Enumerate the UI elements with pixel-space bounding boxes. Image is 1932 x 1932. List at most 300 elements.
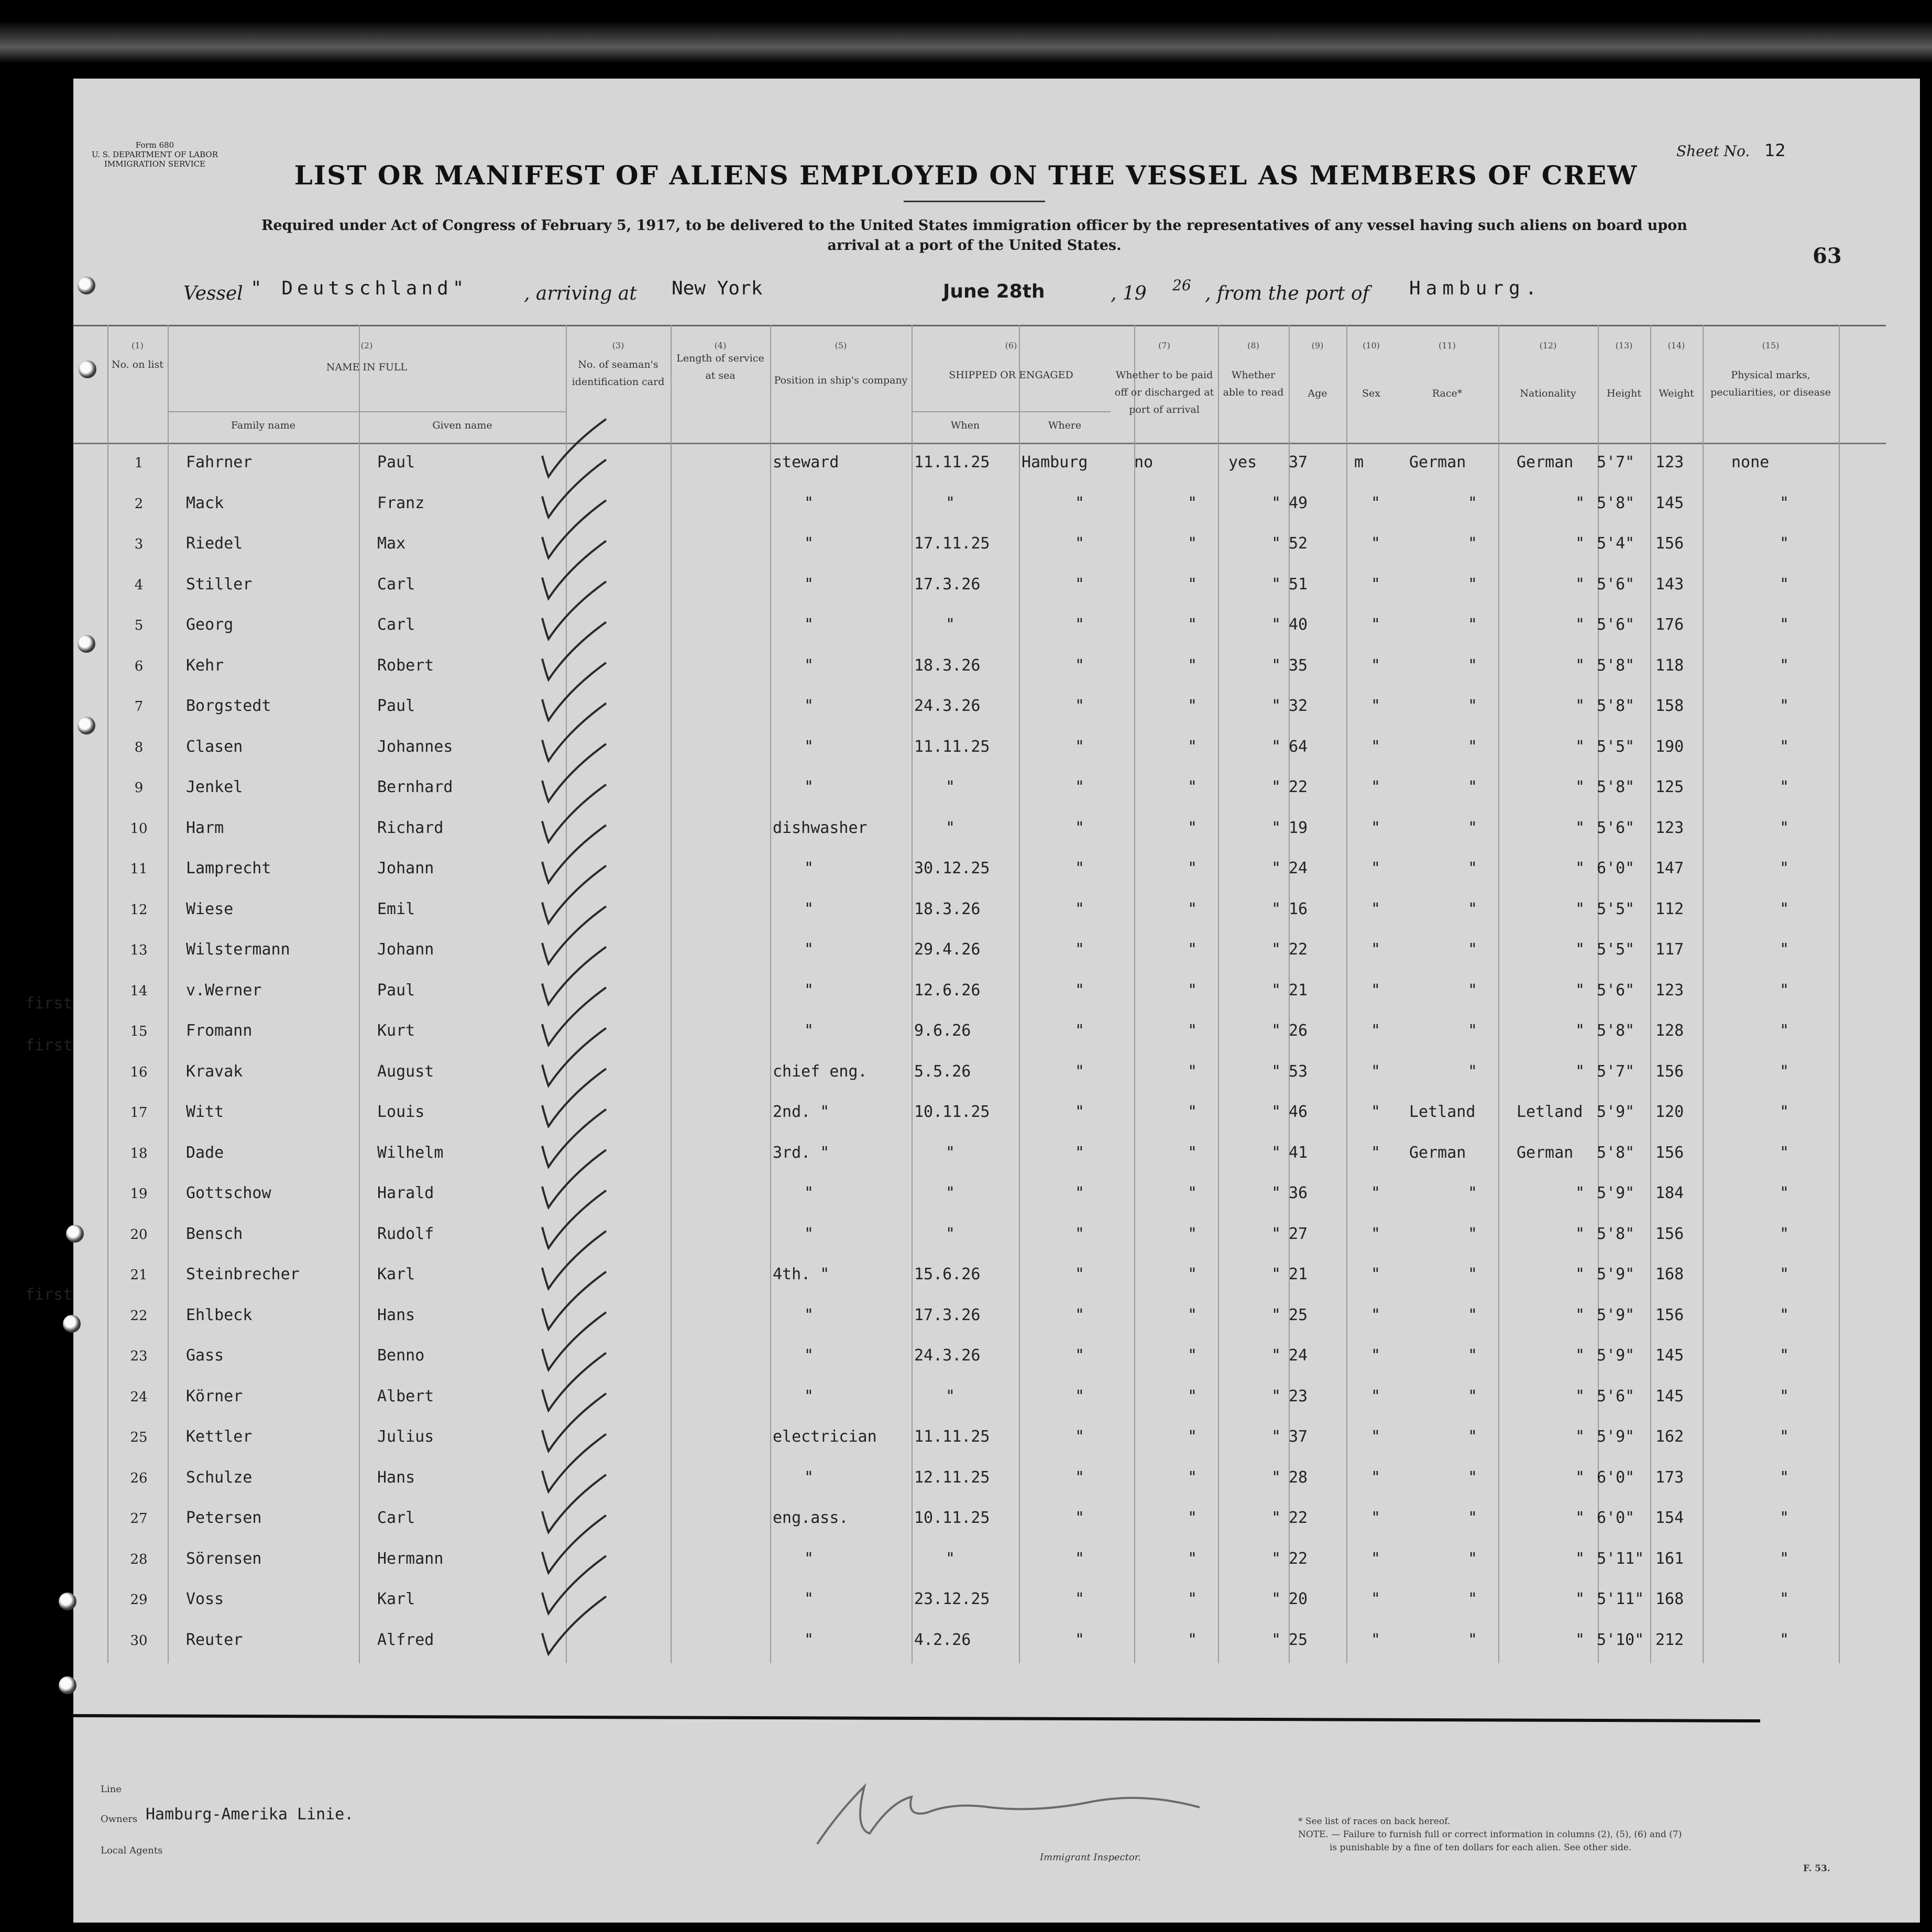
column-header: Sex: [1362, 388, 1380, 399]
paid-off-cell: ": [1188, 575, 1198, 594]
paid-off-cell: ": [1188, 1305, 1198, 1324]
sex-cell: ": [1371, 1022, 1381, 1040]
weight-cell: 123: [1655, 818, 1684, 837]
able-to-read-cell: ": [1271, 1184, 1281, 1202]
weight-cell: 156: [1655, 1143, 1684, 1162]
position-cell: ": [804, 859, 814, 877]
family-name-cell: Witt: [186, 1103, 224, 1121]
race-cell: German: [1409, 453, 1466, 471]
shipped-when-cell: 12.11.25: [914, 1468, 990, 1487]
sex-cell: ": [1371, 493, 1381, 512]
column-header: Whether to be paid off or discharged at port of arrival: [1114, 369, 1214, 415]
able-to-read-cell: ": [1271, 575, 1281, 594]
year-prefix: , 19: [1111, 283, 1147, 304]
shipped-when-cell: ": [946, 778, 956, 796]
race-cell: ": [1468, 1224, 1478, 1243]
age-cell: 25: [1289, 1305, 1308, 1324]
nationality-cell: ": [1575, 534, 1585, 553]
sex-cell: ": [1371, 859, 1381, 877]
physical-marks-cell: ": [1780, 1143, 1790, 1162]
height-cell: 5'8": [1597, 1022, 1635, 1040]
shipped-where-cell: ": [1075, 778, 1085, 796]
shipped-when-cell: 18.3.26: [914, 656, 981, 675]
position-cell: ": [804, 1305, 814, 1324]
height-cell: 5'6": [1597, 818, 1635, 837]
column-header: Physical marks, peculiarities, or disease: [1710, 369, 1831, 398]
row-number: 25: [130, 1430, 148, 1445]
row-number: 9: [134, 780, 144, 796]
paid-off-cell: ": [1188, 1265, 1198, 1283]
given-name-cell: Louis: [377, 1103, 425, 1121]
sex-cell: ": [1371, 1184, 1381, 1202]
given-name-cell: Kurt: [377, 1022, 415, 1040]
race-cell: ": [1468, 981, 1478, 1000]
physical-marks-cell: ": [1780, 1062, 1790, 1081]
weight-cell: 161: [1655, 1549, 1684, 1568]
race-cell: ": [1468, 493, 1478, 512]
able-to-read-cell: ": [1271, 1387, 1281, 1406]
sex-cell: ": [1371, 616, 1381, 634]
nationality-cell: ": [1575, 697, 1585, 715]
height-cell: 6'0": [1597, 1468, 1635, 1487]
paid-off-cell: ": [1188, 778, 1198, 796]
given-name-cell: Hermann: [377, 1549, 444, 1568]
shipped-where-cell: ": [1075, 818, 1085, 837]
position-cell: ": [804, 1387, 814, 1406]
owners-label: Owners: [101, 1814, 138, 1825]
family-name-cell: Borgstedt: [186, 697, 271, 715]
shipped-when-cell: ": [946, 1184, 956, 1202]
family-name-cell: Kravak: [186, 1062, 243, 1081]
nationality-cell: ": [1575, 1549, 1585, 1568]
race-cell: ": [1468, 1509, 1478, 1527]
nationality-cell: ": [1575, 1428, 1585, 1446]
physical-marks-cell: ": [1780, 1428, 1790, 1446]
shipped-when-cell: 10.11.25: [914, 1509, 990, 1527]
physical-marks-cell: ": [1780, 940, 1790, 959]
given-name-cell: Max: [377, 534, 406, 553]
vessel-label: Vessel: [183, 283, 243, 304]
family-name-cell: Harm: [186, 818, 224, 837]
shipped-where-cell: ": [1075, 616, 1085, 634]
weight-cell: 120: [1655, 1103, 1684, 1121]
age-cell: 36: [1289, 1184, 1308, 1202]
arriving-label: , arriving at: [524, 283, 637, 304]
age-cell: 21: [1289, 981, 1308, 1000]
column-header: Nationality: [1520, 388, 1576, 399]
weight-cell: 156: [1655, 534, 1684, 553]
position-cell: ": [804, 616, 814, 634]
physical-marks-cell: ": [1780, 1509, 1790, 1527]
sex-cell: ": [1371, 1224, 1381, 1243]
age-cell: 52: [1289, 534, 1308, 553]
given-name-cell: Paul: [377, 453, 415, 471]
shipped-where-cell: ": [1075, 1265, 1085, 1283]
shipped-where-cell: ": [1075, 1387, 1085, 1406]
weight-cell: 173: [1655, 1468, 1684, 1487]
shipped-where-cell: ": [1075, 1224, 1085, 1243]
family-name-cell: v.Werner: [186, 981, 262, 1000]
column-number: (12): [1539, 341, 1557, 350]
page-title: LIST OR MANIFEST OF ALIENS EMPLOYED ON THE VESSEL AS MEMBERS OF CREW: [294, 160, 1638, 191]
given-name-cell: Julius: [377, 1428, 434, 1446]
height-cell: 5'6": [1597, 981, 1635, 1000]
physical-marks-cell: ": [1780, 1265, 1790, 1283]
able-to-read-cell: ": [1271, 656, 1281, 675]
given-name-cell: Bernhard: [377, 778, 453, 796]
shipped-when-cell: ": [946, 818, 956, 837]
nationality-cell: ": [1575, 1265, 1585, 1283]
weight-cell: 212: [1655, 1630, 1684, 1649]
paid-off-cell: ": [1188, 493, 1198, 512]
sex-cell: ": [1371, 534, 1381, 553]
sheet-label: Sheet No.: [1676, 142, 1750, 160]
page-subtitle: Required under Act of Congress of February 5, 1917, to be delivered to the United States immigration officer by the representatives of any vessel having such aliens on board upon arrival at a port of the United States.: [261, 217, 1687, 254]
departure-port: Hamburg.: [1409, 278, 1542, 299]
column-number: (13): [1615, 341, 1633, 350]
column-number: (1): [131, 341, 144, 350]
sex-cell: ": [1371, 1630, 1381, 1649]
sex-cell: ": [1371, 1103, 1381, 1121]
paid-off-cell: ": [1188, 1509, 1198, 1527]
weight-cell: 145: [1655, 493, 1684, 512]
sex-cell: ": [1371, 1305, 1381, 1324]
row-number: 26: [130, 1470, 148, 1486]
weight-cell: 190: [1655, 737, 1684, 756]
physical-marks-cell: ": [1780, 656, 1790, 675]
paid-off-cell: ": [1188, 656, 1198, 675]
family-name-cell: Dade: [186, 1143, 224, 1162]
shipped-when-cell: ": [946, 616, 956, 634]
sheet-number: 12: [1764, 140, 1786, 160]
height-cell: 5'7": [1597, 453, 1635, 471]
race-cell: ": [1468, 1428, 1478, 1446]
given-name-cell: Carl: [377, 616, 415, 634]
height-cell: 5'6": [1597, 1387, 1635, 1406]
sex-cell: ": [1371, 940, 1381, 959]
shipped-where-cell: Hamburg: [1022, 453, 1088, 471]
shipped-where-cell: ": [1075, 575, 1085, 594]
column-number: (4): [714, 341, 727, 350]
physical-marks-cell: ": [1780, 534, 1790, 553]
position-cell: ": [804, 1346, 814, 1365]
sex-cell: ": [1371, 575, 1381, 594]
physical-marks-cell: ": [1780, 1346, 1790, 1365]
physical-marks-cell: ": [1780, 1305, 1790, 1324]
race-cell: ": [1468, 616, 1478, 634]
fine-note-cont: is punishable by a fine of ten dollars for each alien. See other side.: [1330, 1842, 1632, 1853]
column-number: (14): [1667, 341, 1685, 350]
column-number: (2): [360, 341, 373, 350]
position-cell: ": [804, 493, 814, 512]
nationality-cell: ": [1575, 1630, 1585, 1649]
sex-cell: ": [1371, 697, 1381, 715]
able-to-read-cell: ": [1271, 940, 1281, 959]
position-cell: ": [804, 534, 814, 553]
position-cell: ": [804, 1468, 814, 1487]
shipped-where-cell: ": [1075, 1346, 1085, 1365]
position-cell: ": [804, 1630, 814, 1649]
family-name-cell: Petersen: [186, 1509, 262, 1527]
sex-cell: m: [1354, 453, 1364, 471]
height-cell: 5'8": [1597, 656, 1635, 675]
race-cell: ": [1468, 1468, 1478, 1487]
height-cell: 5'8": [1597, 778, 1635, 796]
row-number: 18: [130, 1145, 148, 1161]
race-cell: ": [1468, 1184, 1478, 1202]
nationality-cell: ": [1575, 575, 1585, 594]
family-name-cell: Bensch: [186, 1224, 243, 1243]
shipped-where-cell: ": [1075, 737, 1085, 756]
nationality-cell: ": [1575, 1468, 1585, 1487]
column-number: (7): [1158, 341, 1170, 350]
shipped-when-cell: ": [946, 493, 956, 512]
shipped-where-cell: ": [1075, 1062, 1085, 1081]
position-cell: ": [804, 1184, 814, 1202]
physical-marks-cell: ": [1780, 697, 1790, 715]
column-header: Whether able to read: [1223, 369, 1284, 398]
nationality-cell: ": [1575, 1305, 1585, 1324]
column-subheader: Where: [1048, 420, 1082, 431]
able-to-read-cell: ": [1271, 1428, 1281, 1446]
age-cell: 24: [1289, 1346, 1308, 1365]
age-cell: 40: [1289, 616, 1308, 634]
weight-cell: 117: [1655, 940, 1684, 959]
sex-cell: ": [1371, 656, 1381, 675]
age-cell: 37: [1289, 1428, 1308, 1446]
row-number: 12: [130, 902, 148, 918]
race-cell: ": [1468, 1265, 1478, 1283]
shipped-when-cell: 29.4.26: [914, 940, 981, 959]
able-to-read-cell: ": [1271, 493, 1281, 512]
shipped-where-cell: ": [1075, 1184, 1085, 1202]
shipped-where-cell: ": [1075, 656, 1085, 675]
row-number: 6: [134, 658, 144, 674]
given-name-cell: Hans: [377, 1305, 415, 1324]
position-cell: 2nd. ": [773, 1103, 830, 1121]
family-name-cell: Voss: [186, 1590, 224, 1608]
given-name-cell: Carl: [377, 575, 415, 594]
inspector-label: Immigrant Inspector.: [1040, 1852, 1141, 1863]
physical-marks-cell: ": [1780, 737, 1790, 756]
row-number: 11: [130, 861, 148, 877]
race-cell: ": [1468, 534, 1478, 553]
family-name-cell: Riedel: [186, 534, 243, 553]
row-number: 16: [130, 1064, 148, 1080]
shipped-when-cell: 24.3.26: [914, 1346, 981, 1365]
column-header: Age: [1308, 388, 1327, 399]
nationality-cell: ": [1575, 981, 1585, 1000]
able-to-read-cell: ": [1271, 859, 1281, 877]
row-number: 29: [130, 1592, 148, 1608]
column-header: Weight: [1659, 388, 1694, 399]
race-cell: ": [1468, 1022, 1478, 1040]
able-to-read-cell: ": [1271, 1143, 1281, 1162]
column-subheader: Given name: [432, 420, 492, 431]
shipped-when-cell: ": [946, 1387, 956, 1406]
position-cell: ": [804, 1590, 814, 1608]
family-name-cell: Kehr: [186, 656, 224, 675]
nationality-cell: ": [1575, 1590, 1585, 1608]
race-cell: ": [1468, 1549, 1478, 1568]
row-number: 14: [130, 983, 148, 999]
row-number: 5: [134, 618, 144, 633]
weight-cell: 176: [1655, 616, 1684, 634]
weight-cell: 143: [1655, 575, 1684, 594]
column-header: Race*: [1432, 388, 1463, 399]
local-agents-label: Local Agents: [101, 1845, 163, 1856]
able-to-read-cell: ": [1271, 1305, 1281, 1324]
owners-value: Hamburg-Amerika Linie.: [146, 1805, 354, 1824]
race-cell: ": [1468, 737, 1478, 756]
physical-marks-cell: ": [1780, 616, 1790, 634]
paid-off-cell: ": [1188, 1103, 1198, 1121]
row-number: 21: [130, 1267, 148, 1283]
row-number: 10: [130, 820, 148, 837]
paid-off-cell: no: [1134, 453, 1154, 471]
column-number: (5): [835, 341, 847, 350]
age-cell: 21: [1289, 1265, 1308, 1283]
given-name-cell: Hans: [377, 1468, 415, 1487]
physical-marks-cell: ": [1780, 1022, 1790, 1040]
paid-off-cell: ": [1188, 1346, 1198, 1365]
physical-marks-cell: ": [1780, 1590, 1790, 1608]
paid-off-cell: ": [1188, 1143, 1198, 1162]
row-number: 28: [130, 1551, 148, 1567]
able-to-read-cell: ": [1271, 534, 1281, 553]
sex-cell: ": [1371, 1062, 1381, 1081]
race-cell: Letland: [1409, 1103, 1476, 1121]
position-cell: ": [804, 697, 814, 715]
shipped-when-cell: 17.3.26: [914, 575, 981, 594]
shipped-when-cell: 5.5.26: [914, 1062, 971, 1081]
form-code: F. 53.: [1803, 1863, 1830, 1874]
height-cell: 5'9": [1597, 1428, 1635, 1446]
shipped-where-cell: ": [1075, 1509, 1085, 1527]
race-cell: ": [1468, 899, 1478, 918]
nationality-cell: ": [1575, 818, 1585, 837]
height-cell: 5'5": [1597, 940, 1635, 959]
height-cell: 5'11": [1597, 1549, 1644, 1568]
height-cell: 5'5": [1597, 899, 1635, 918]
inspector-signature: [817, 1786, 1200, 1844]
column-header: Length of service at sea: [676, 353, 764, 381]
paid-off-cell: ": [1188, 1062, 1198, 1081]
paid-off-cell: ": [1188, 1022, 1198, 1040]
age-cell: 24: [1289, 859, 1308, 877]
column-number: (10): [1363, 341, 1380, 350]
column-header: SHIPPED OR ENGAGED: [949, 369, 1073, 381]
height-cell: 5'9": [1597, 1346, 1635, 1365]
races-note: * See list of races on back hereof.: [1298, 1816, 1451, 1827]
race-cell: ": [1468, 1305, 1478, 1324]
weight-cell: 156: [1655, 1305, 1684, 1324]
row-number: 19: [130, 1186, 148, 1202]
nationality-cell: ": [1575, 737, 1585, 756]
given-name-cell: Johannes: [377, 737, 453, 756]
shipped-where-cell: ": [1075, 493, 1085, 512]
age-cell: 25: [1289, 1630, 1308, 1649]
able-to-read-cell: ": [1271, 1103, 1281, 1121]
able-to-read-cell: ": [1271, 818, 1281, 837]
position-cell: eng.ass.: [773, 1509, 849, 1527]
age-cell: 19: [1289, 818, 1308, 837]
weight-cell: 162: [1655, 1428, 1684, 1446]
form-header: Form 680 U. S. DEPARTMENT OF LABOR IMMIGRATION SERVICE: [92, 140, 218, 169]
paid-off-cell: ": [1188, 1468, 1198, 1487]
age-cell: 49: [1289, 493, 1308, 512]
line-label: Line: [101, 1784, 122, 1795]
arrival-date: June 28th: [943, 281, 1045, 302]
age-cell: 41: [1289, 1143, 1308, 1162]
shipped-where-cell: ": [1075, 940, 1085, 959]
row-number: 4: [134, 577, 144, 593]
given-name-cell: Carl: [377, 1509, 415, 1527]
age-cell: 32: [1289, 697, 1308, 715]
arrival-port: New York: [672, 278, 763, 299]
nationality-cell: ": [1575, 1184, 1585, 1202]
nationality-cell: ": [1575, 859, 1585, 877]
weight-cell: 184: [1655, 1184, 1684, 1202]
row-number: 23: [130, 1348, 148, 1364]
position-cell: ": [804, 981, 814, 1000]
sex-cell: ": [1371, 737, 1381, 756]
height-cell: 5'5": [1597, 737, 1635, 756]
shipped-when-cell: 23.12.25: [914, 1590, 990, 1608]
row-number: 3: [134, 536, 144, 552]
able-to-read-cell: ": [1271, 1224, 1281, 1243]
paid-off-cell: ": [1188, 534, 1198, 553]
shipped-where-cell: ": [1075, 1103, 1085, 1121]
family-name-cell: Gass: [186, 1346, 224, 1365]
shipped-when-cell: 17.11.25: [914, 534, 990, 553]
shipped-when-cell: 10.11.25: [914, 1103, 990, 1121]
height-cell: 5'9": [1597, 1265, 1635, 1283]
family-name-cell: Ehlbeck: [186, 1305, 253, 1324]
weight-cell: 156: [1655, 1062, 1684, 1081]
age-cell: 26: [1289, 1022, 1308, 1040]
sex-cell: ": [1371, 1346, 1381, 1365]
row-number: 22: [130, 1308, 148, 1324]
race-cell: ": [1468, 1590, 1478, 1608]
given-name-cell: Johann: [377, 940, 434, 959]
shipped-when-cell: ": [946, 1143, 956, 1162]
shipped-where-cell: ": [1075, 859, 1085, 877]
sex-cell: ": [1371, 778, 1381, 796]
height-cell: 5'9": [1597, 1184, 1635, 1202]
height-cell: 5'9": [1597, 1103, 1635, 1121]
height-cell: 5'10": [1597, 1630, 1644, 1649]
weight-cell: 145: [1655, 1346, 1684, 1365]
position-cell: ": [804, 737, 814, 756]
age-cell: 22: [1289, 1509, 1308, 1527]
sex-cell: ": [1371, 1590, 1381, 1608]
from-port-label: , from the port of: [1205, 283, 1369, 304]
family-name-cell: Körner: [186, 1387, 243, 1406]
height-cell: 5'6": [1597, 616, 1635, 634]
given-name-cell: Karl: [377, 1590, 415, 1608]
able-to-read-cell: ": [1271, 1630, 1281, 1649]
shipped-when-cell: 9.6.26: [914, 1022, 971, 1040]
nationality-cell: ": [1575, 899, 1585, 918]
position-cell: chief eng.: [773, 1062, 868, 1081]
given-name-cell: Wilhelm: [377, 1143, 444, 1162]
position-cell: dishwasher: [773, 818, 868, 837]
column-header: Position in ship's company: [774, 375, 908, 386]
height-cell: 5'9": [1597, 1305, 1635, 1324]
race-cell: ": [1468, 1387, 1478, 1406]
race-cell: ": [1468, 818, 1478, 837]
